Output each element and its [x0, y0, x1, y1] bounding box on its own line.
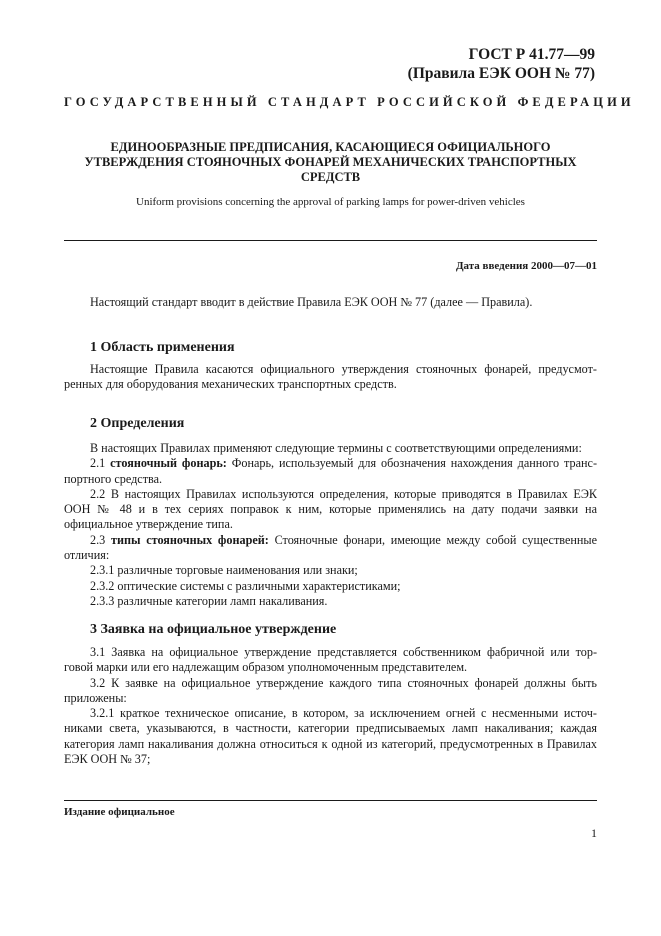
section-1-body — [64, 362, 597, 393]
section-2-body — [64, 441, 597, 609]
intro-paragraph — [64, 295, 597, 310]
document-title — [64, 140, 597, 185]
clause-number: 2.3 — [90, 532, 106, 547]
paragraph-3-1: 3.1 Заявка на официальное утверждение представляется собственником фабричной или тор-говой марки или его надлежащим образом уполномоченным представителем. — [64, 645, 597, 675]
paragraph-3-2-1: 3.2.1 краткое техническое описание, в котором, за исключением огней с несменными источ-никами света, указываются, в частности, категории предписываемых ламп накаливания; каждая категория ламп накаливания должна относиться к одной из категорий, предусмотренных в Правилах ЕЭК ООН № 37; — [64, 706, 597, 767]
paragraph-2-3 — [64, 533, 597, 564]
rules-reference: (Правила ЕЭК ООН № 77) — [407, 65, 595, 82]
title-line-3: СРЕДСТВ — [300, 170, 361, 184]
page-number: 1 — [591, 826, 597, 840]
paragraph-2-2: 2.2 В настоящих Правилах используются определения, которые приводятся в Правилах ЕЭК ООН № 48 и в тех сериях поправок к ним, которые применялись на дату подачи заявки на официальное утверждение типа. — [64, 486, 597, 532]
definition-text: Фонарь, используемый для обозначения нахождения данного транс-портного средства. — [64, 456, 598, 486]
paragraph-2-3-1: 2.3.1 различные торговые наименования или знаки; — [90, 563, 358, 578]
gost-number: ГОСТ Р 41.77—99 — [468, 46, 595, 63]
paragraph-2-3-2: 2.3.2 оптические системы с различными характеристиками; — [90, 578, 401, 593]
paragraph-1: Настоящие Правила касаются официального утверждения стояночных фонарей, предусмот-ренных для оборудования механических транспортных средств. — [64, 362, 597, 392]
section-1-heading: 1 Область применения — [90, 340, 235, 355]
term-lamp-types: типы стояночных фонарей: — [110, 532, 269, 547]
paragraph-2-intro: В настоящих Правилах применяют следующие термины с соответствующими определениями: — [90, 441, 582, 455]
section-3-body — [64, 645, 597, 767]
intro-text: Настоящий стандарт вводит в действие Правила ЕЭК ООН № 77 (далее — Правила). — [90, 295, 533, 309]
footer-divider — [64, 800, 597, 801]
paragraph-2-3-3: 2.3.3 различные категории ламп накаливания. — [90, 593, 328, 608]
clause-number: 2.1 — [90, 456, 106, 471]
title-line-1: ЕДИНООБРАЗНЫЕ ПРЕДПИСАНИЯ, КАСАЮЩИЕСЯ ОФИЦИАЛЬНОГО — [110, 140, 551, 154]
paragraph-2-1 — [64, 456, 597, 487]
title-divider — [64, 240, 597, 241]
english-title: Uniform provisions concerning the approval of parking lamps for power-driven vehicles — [136, 196, 525, 208]
intro-date: Дата введения 2000—07—01 — [455, 260, 597, 272]
term-parking-lamp: стояночный фонарь: — [110, 456, 227, 471]
state-standard-title: ГОСУДАРСТВЕННЫЙ СТАНДАРТ РОССИЙСКОЙ ФЕДЕРАЦИИ — [64, 95, 635, 109]
section-3-heading: 3 Заявка на официальное утверждение — [90, 622, 337, 637]
paragraph-3-2: 3.2 К заявке на официальное утверждение каждого типа стояночных фонарей должны быть приложены: — [64, 675, 597, 705]
title-line-2: УТВЕРЖДЕНИЯ СТОЯНОЧНЫХ ФОНАРЕЙ МЕХАНИЧЕСКИХ ТРАНСПОРТНЫХ — [84, 155, 577, 169]
edition-note: Издание официальное — [64, 806, 175, 818]
definition-text: Стояночные фонари, имеющие между собой существенные отличия: — [64, 532, 598, 563]
section-2-heading: 2 Определения — [90, 416, 185, 431]
